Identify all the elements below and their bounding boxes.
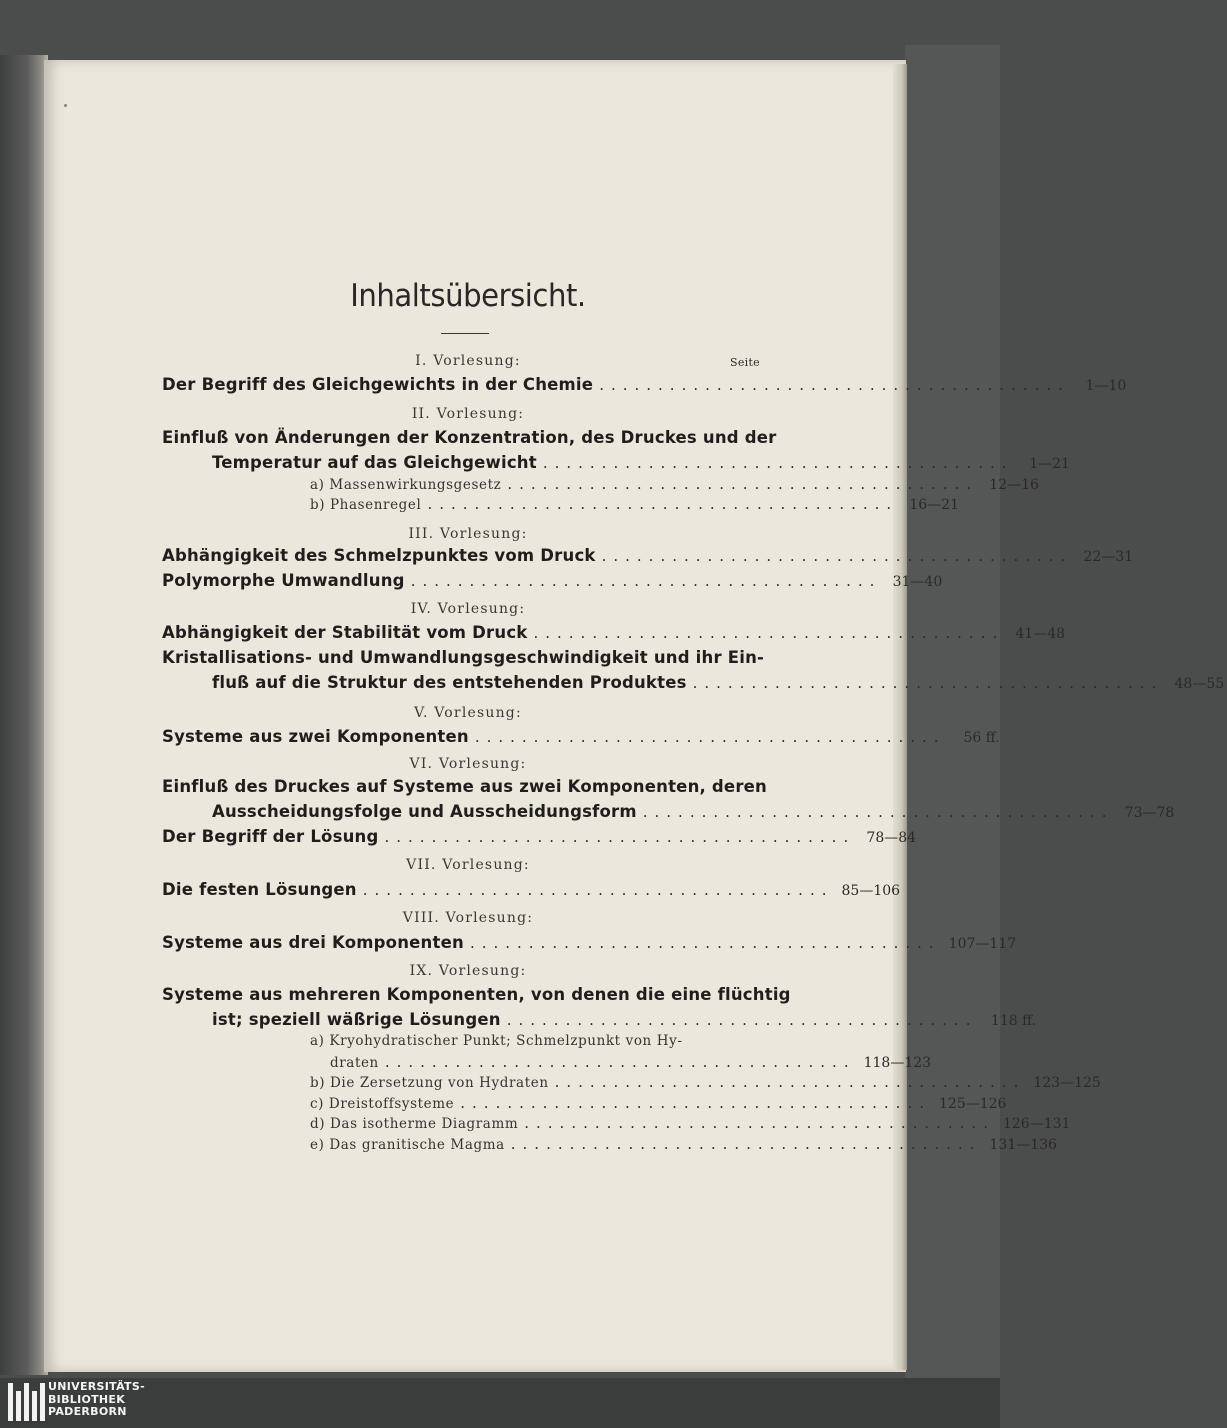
toc-entry-pages: 118 ff. [990, 1013, 1036, 1029]
toc-entry-pages: 118—123 [863, 1055, 932, 1071]
toc-entry-pages: 41—48 [1015, 626, 1066, 642]
toc-subentry-title: b) Die Zersetzung von Hydraten [310, 1075, 549, 1091]
toc-entry-title-cont: ist; speziell wäßrige Lösungen [212, 1010, 501, 1029]
dot-leader: ........................................ [642, 803, 1114, 821]
toc-entry-title-cont: fluß auf die Struktur des entstehenden Produktes [212, 673, 687, 692]
toc-entry [212, 1010, 1036, 1029]
toc-entry-pages: 12—16 [989, 477, 1039, 493]
dot-leader: ........................................ [362, 881, 834, 899]
toc-entry [162, 880, 901, 899]
toc-entry-title: Einfluß des Druckes auf Systeme aus zwei Komponenten, deren [162, 777, 768, 796]
dot-leader: ........................................ [460, 1094, 931, 1112]
lecture-heading: IV. Vorlesung: [410, 601, 526, 617]
lecture-heading: VIII. Vorlesung: [402, 910, 534, 926]
dot-leader: ........................................ [510, 1135, 982, 1153]
dot-leader: ........................................ [524, 1114, 995, 1132]
dot-leader: ........................................ [474, 728, 946, 746]
lecture-heading: VI. Vorlesung: [409, 756, 527, 772]
dot-leader: ........................................ [692, 674, 1164, 692]
toc-entry-pages: 31—40 [892, 574, 943, 590]
toc-entry-title: Die festen Lösungen [162, 880, 357, 899]
toc-entry [212, 802, 1175, 821]
toc-subentry [310, 1094, 1007, 1112]
toc-entry-pages: 1—10 [1085, 378, 1127, 394]
page-speck [64, 104, 67, 107]
toc-entry [162, 727, 1000, 746]
toc-entry [212, 673, 1225, 692]
toc-entry-title-cont: Temperatur auf das Gleichgewicht [212, 453, 537, 472]
toc-entry-pages: 123—125 [1033, 1075, 1101, 1091]
dot-leader: ........................................ [384, 1053, 856, 1071]
lecture-heading: II. Vorlesung: [411, 406, 525, 422]
toc-entry [162, 571, 943, 590]
toc-subentry [310, 1073, 1101, 1091]
lecture-heading: III. Vorlesung: [408, 526, 528, 542]
seite-label: Seite [730, 356, 760, 369]
toc-entry [162, 623, 1066, 642]
toc-subentry-title-cont: draten [330, 1055, 379, 1071]
toc-entry-title: Systeme aus mehreren Komponenten, von denen die eine flüchtig [162, 985, 791, 1004]
dot-leader: ........................................ [599, 376, 1070, 394]
toc-entry-pages: 125—126 [939, 1096, 1007, 1112]
toc-entry-pages: 73—78 [1124, 805, 1175, 821]
toc-entry-pages: 56 ff. [963, 730, 1000, 746]
toc-subentry-title: b) Phasenregel [310, 497, 422, 513]
toc-entry-title: Der Begriff des Gleichgewichts in der Chemie [162, 375, 594, 394]
lecture-heading: I. Vorlesung: [415, 353, 521, 369]
dot-leader: ........................................ [533, 624, 1005, 642]
toc-subentry-title: e) Das granitische Magma [310, 1137, 505, 1153]
toc-entry [162, 933, 1017, 952]
toc-entry-title: Systeme aus drei Komponenten [162, 933, 464, 952]
toc-entry-pages: 85—106 [841, 883, 901, 899]
dot-leader: ........................................ [542, 454, 1014, 472]
dot-leader: ........................................ [427, 495, 899, 513]
dot-leader: ........................................ [384, 828, 856, 846]
toc-entry [162, 827, 917, 846]
dot-leader: ........................................ [506, 1011, 978, 1029]
library-logo-icon [8, 1383, 45, 1421]
toc-subentry [310, 1135, 1057, 1153]
toc-entry-title: Abhängigkeit des Schmelzpunktes vom Druck [162, 546, 596, 565]
library-brand [48, 1381, 145, 1419]
dot-leader: ........................................ [410, 572, 882, 590]
toc-entry [162, 375, 1127, 394]
toc-entry [212, 453, 1070, 472]
dot-leader: ........................................ [507, 475, 979, 493]
toc-subentry [310, 495, 959, 513]
title-rule [441, 333, 489, 334]
toc-entry-pages: 1—21 [1029, 456, 1070, 472]
toc-subentry-title: a) Massenwirkungsgesetz [310, 477, 502, 493]
toc-subentry-title: a) Kryohydratischer Punkt; Schmelzpunkt von Hy- [310, 1033, 683, 1049]
toc-entry-pages: 131—136 [989, 1137, 1057, 1153]
toc-entry-pages: 16—21 [909, 497, 959, 513]
lecture-heading: V. Vorlesung: [414, 705, 522, 721]
toc-entry-title: Der Begriff der Lösung [162, 827, 379, 846]
lecture-heading: IX. Vorlesung: [409, 963, 527, 979]
toc-entry [162, 546, 1134, 565]
dot-leader: ........................................ [601, 547, 1073, 565]
lecture-heading: VII. Vorlesung: [406, 857, 530, 873]
toc-entry-title: Abhängigkeit der Stabilität vom Druck [162, 623, 528, 642]
page-title: Inhaltsübersicht. [350, 278, 586, 314]
toc-entry-pages: 107—117 [948, 936, 1017, 952]
toc-subentry-title: c) Dreistoffsysteme [310, 1096, 455, 1112]
dot-leader: ........................................ [469, 934, 941, 952]
toc-entry-pages: 78—84 [866, 830, 917, 846]
dot-leader: ........................................ [554, 1073, 1026, 1091]
toc-subentry [330, 1053, 932, 1071]
toc-entry-pages: 126—131 [1002, 1116, 1071, 1132]
brand-line: BIBLIOTHEK [48, 1392, 126, 1406]
toc-entry-title: Polymorphe Umwandlung [162, 571, 405, 590]
toc-entry-title: Einfluß von Änderungen der Konzentration, des Druckes und der [162, 428, 777, 447]
brand-line: UNIVERSITÄTS- [48, 1380, 145, 1393]
toc-entry-pages: 48—55 [1174, 676, 1225, 692]
toc-entry-title: Systeme aus zwei Komponenten [162, 727, 469, 746]
brand-line: PADERBORN [48, 1405, 127, 1418]
toc-subentry [310, 475, 1039, 493]
toc-entry-pages: 22—31 [1083, 549, 1134, 565]
toc-subentry-title: d) Das isotherme Diagramm [310, 1116, 519, 1132]
toc-entry-title-cont: Ausscheidungsfolge und Ausscheidungsform [212, 802, 637, 821]
toc-entry-title: Kristallisations- und Umwandlungsgeschwindigkeit und ihr Ein- [162, 648, 765, 667]
toc-subentry [310, 1114, 1071, 1132]
footer-bar [0, 1378, 1000, 1428]
